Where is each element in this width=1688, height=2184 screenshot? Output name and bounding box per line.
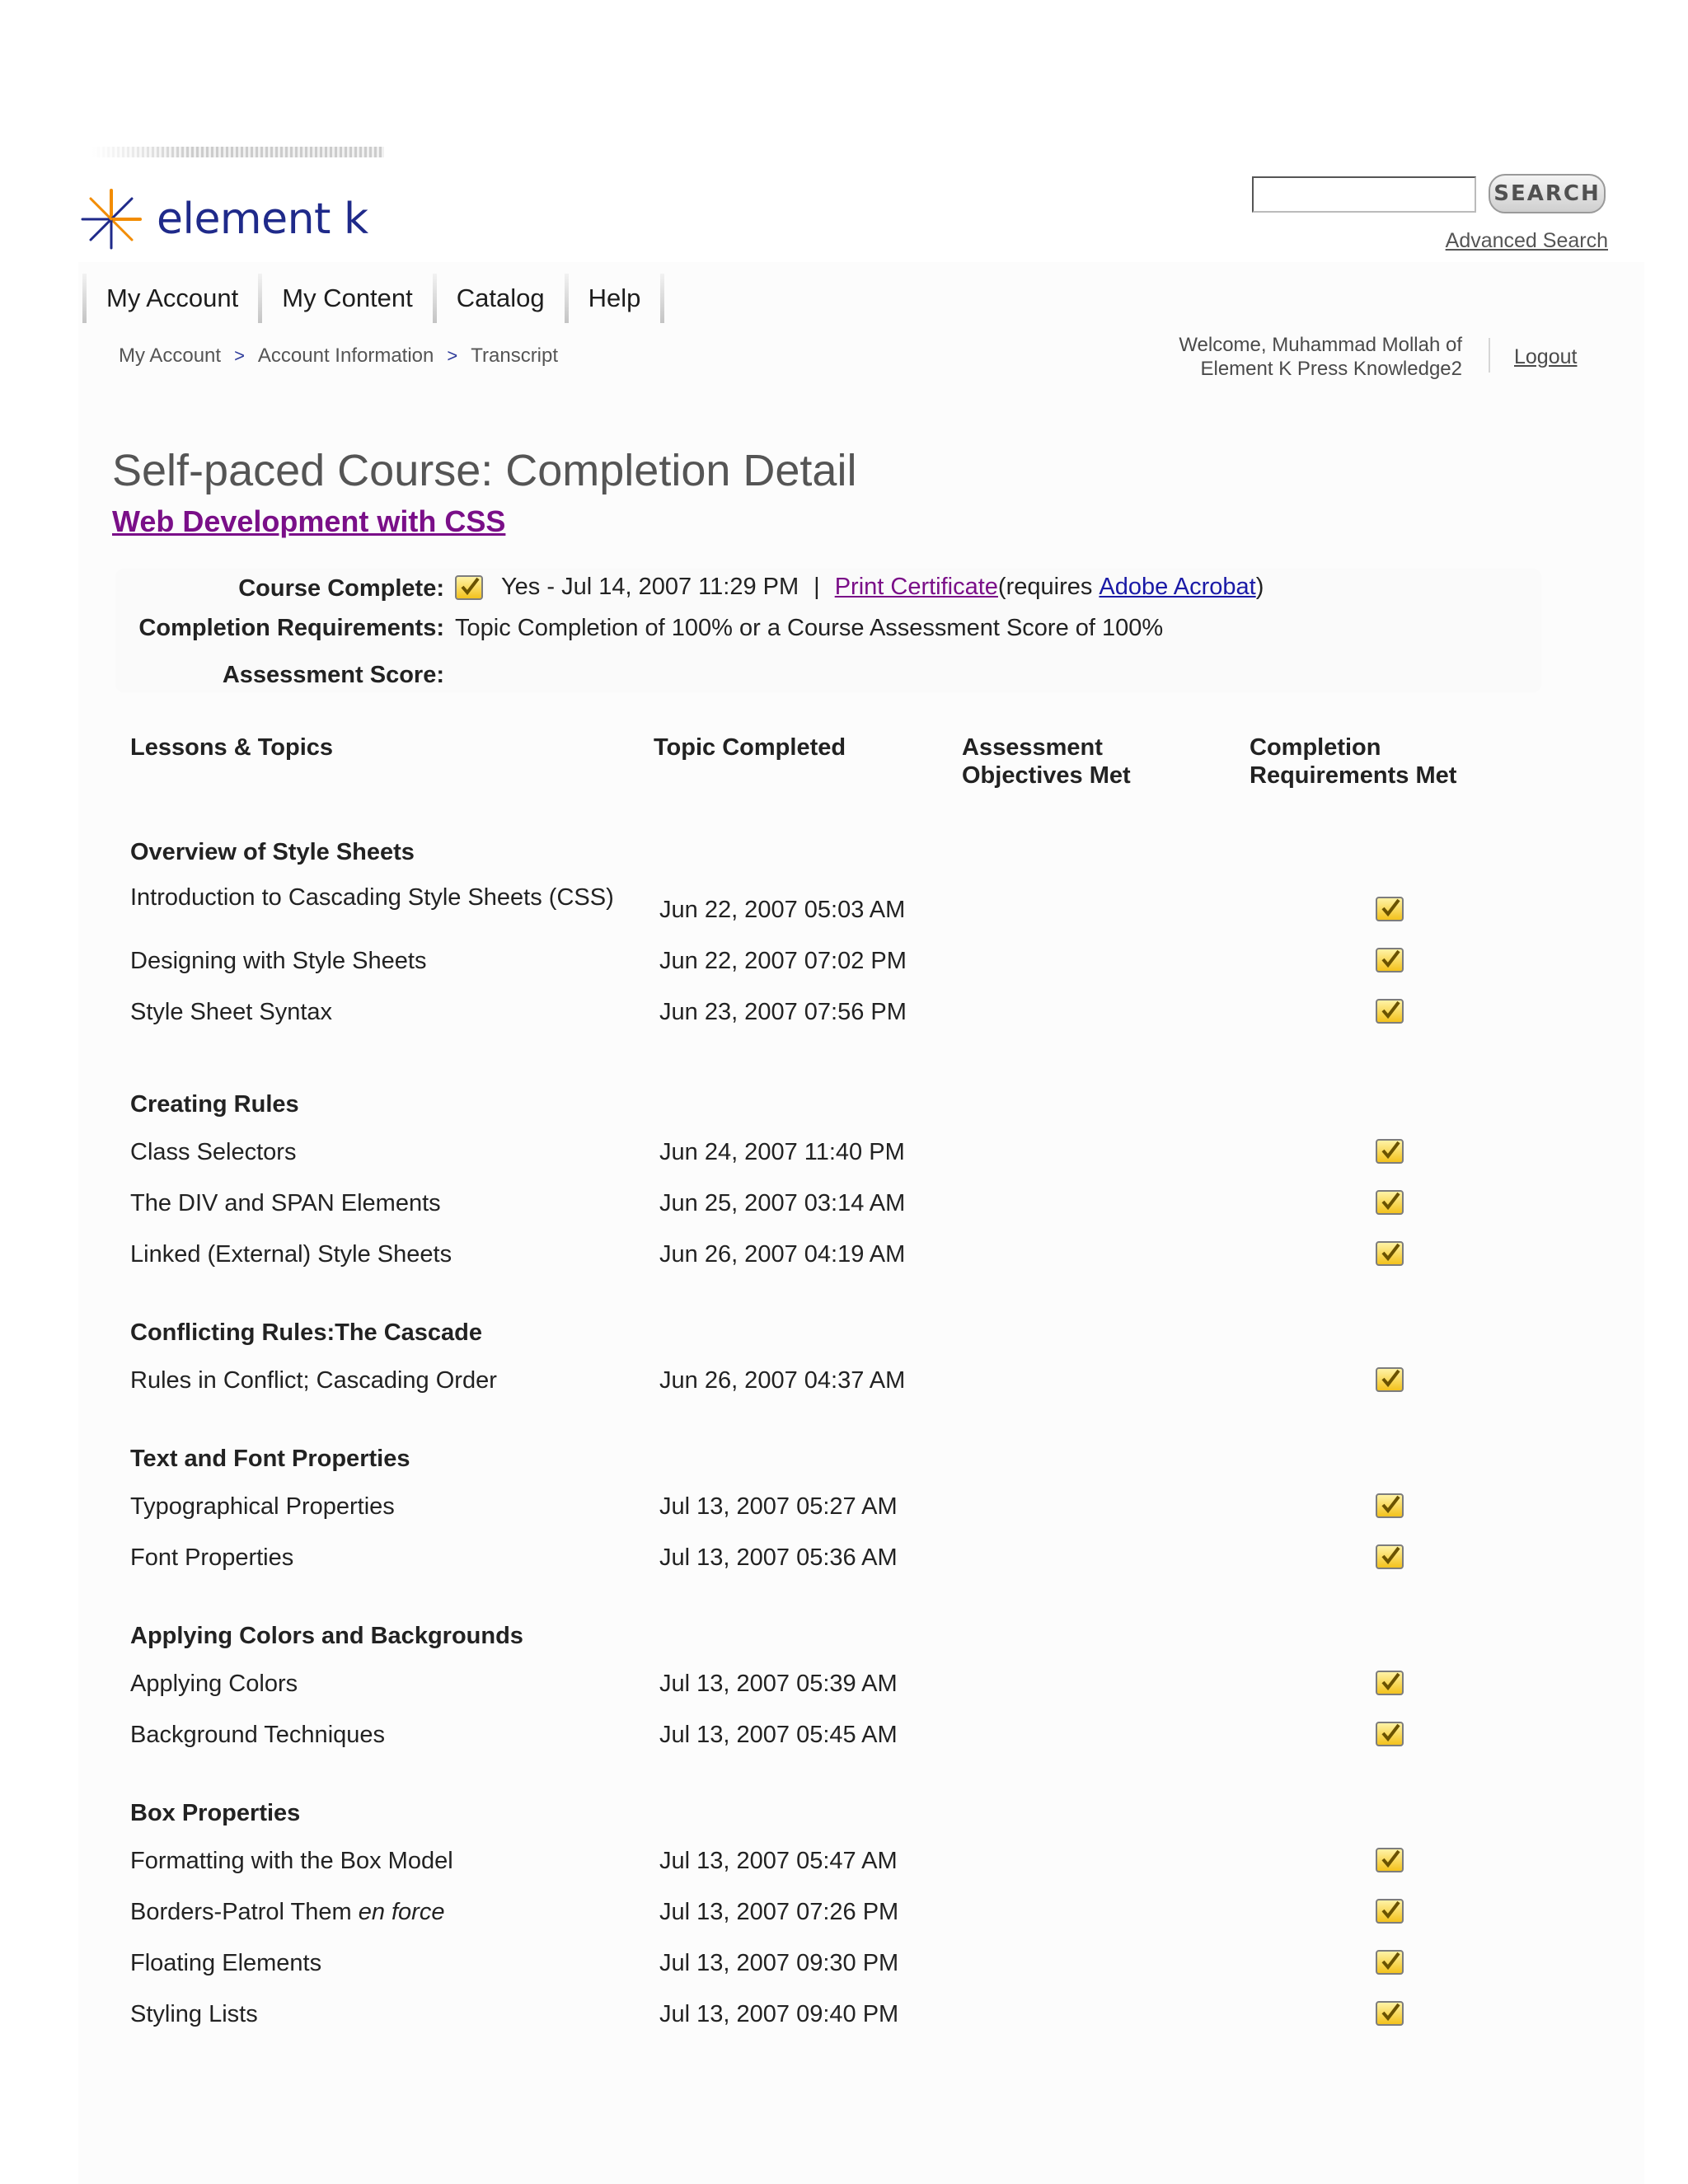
nav-separator	[660, 274, 664, 323]
breadcrumb-transcript: Transcript	[471, 344, 559, 367]
completion-requirements-label: Completion Requirements:	[138, 615, 444, 641]
topic-completed-date: Jul 13, 2007 07:26 PM	[659, 1899, 899, 1925]
checkbox-checked-icon	[1376, 1367, 1404, 1392]
topic-completed-date: Jun 25, 2007 03:14 AM	[659, 1190, 906, 1216]
nav-catalog[interactable]: Catalog	[456, 284, 545, 312]
topic-completed-date: Jul 13, 2007 05:47 AM	[659, 1848, 898, 1874]
requires-prefix: (requires	[997, 574, 1100, 600]
page-title: Self-paced Course: Completion Detail	[112, 446, 857, 495]
checkbox-checked-icon	[455, 575, 483, 600]
checkbox-checked-icon	[1376, 1544, 1404, 1569]
lesson-title: Creating Rules	[130, 1091, 299, 1118]
topic-name: The DIV and SPAN Elements	[130, 1190, 441, 1216]
table-row	[0, 884, 1688, 928]
chevron-right-icon: >	[447, 345, 458, 366]
topic-name: Class Selectors	[130, 1139, 297, 1165]
breadcrumb	[119, 344, 558, 368]
lesson-title: Conflicting Rules:The Cascade	[130, 1319, 483, 1346]
checkbox-checked-icon	[1376, 1950, 1404, 1975]
checkbox-checked-icon	[1376, 897, 1404, 921]
logout-link[interactable]: Logout	[1514, 345, 1578, 368]
topic-completed-date: Jul 13, 2007 05:45 AM	[659, 1722, 898, 1748]
header-stripe	[92, 147, 384, 157]
completion-requirements-value: Topic Completion of 100% or a Course Assessment Score of 100%	[455, 615, 1164, 641]
lesson-title: Overview of Style Sheets	[130, 839, 415, 865]
topic-completed-date: Jul 13, 2007 09:30 PM	[659, 1950, 899, 1976]
assessment-score-label: Assessment Score:	[222, 662, 444, 688]
course-name-link[interactable]: Web Development with CSS	[112, 504, 506, 538]
topic-name: Linked (External) Style Sheets	[130, 1241, 452, 1268]
topic-name-italic: en force	[358, 1899, 445, 1925]
topic-name: Introduction to Cascading Style Sheets (CSS)	[130, 884, 614, 911]
header-assessment-line-2: Objectives Met	[962, 762, 1131, 789]
table-row	[0, 948, 1688, 989]
adobe-acrobat-link[interactable]: Adobe Acrobat	[1099, 574, 1256, 600]
course-complete-value	[455, 574, 1264, 601]
nav-help[interactable]: Help	[588, 284, 641, 312]
advanced-search-link[interactable]: Advanced Search	[1445, 229, 1608, 252]
table-row	[0, 1950, 1688, 1991]
header-requirements-line-2: Requirements Met	[1250, 762, 1457, 789]
topic-name: Applying Colors	[130, 1671, 298, 1697]
summary-separator: |	[814, 574, 820, 600]
topic-completed-date: Jul 13, 2007 09:40 PM	[659, 2001, 899, 2027]
topic-completed-date: Jun 26, 2007 04:19 AM	[659, 1241, 906, 1268]
topic-completed-date: Jul 13, 2007 05:39 AM	[659, 1671, 898, 1697]
topic-completed-date: Jul 13, 2007 05:27 AM	[659, 1493, 898, 1520]
checkbox-checked-icon	[1376, 948, 1404, 972]
table-row	[0, 1241, 1688, 1282]
checkbox-checked-icon	[1376, 1139, 1404, 1164]
topic-name: Font Properties	[130, 1544, 294, 1571]
table-row	[0, 1544, 1688, 1586]
topic-name: Floating Elements	[130, 1950, 322, 1976]
checkbox-checked-icon	[1376, 1241, 1404, 1266]
search-button[interactable]: SEARCH	[1489, 174, 1606, 213]
checkbox-checked-icon	[1376, 1722, 1404, 1746]
starburst-icon	[81, 189, 142, 250]
divider	[1489, 338, 1490, 373]
course-complete-date: Yes - Jul 14, 2007 11:29 PM	[501, 574, 799, 600]
nav-my-content[interactable]: My Content	[282, 284, 413, 312]
breadcrumb-my-account[interactable]: My Account	[119, 344, 222, 367]
table-row	[0, 1848, 1688, 1889]
search-input[interactable]	[1252, 176, 1476, 213]
lesson-title: Text and Font Properties	[130, 1446, 410, 1472]
table-row	[0, 1190, 1688, 1231]
table-row	[0, 1671, 1688, 1712]
element-k-logo[interactable]	[81, 186, 368, 252]
header-requirements-line-1: Completion	[1250, 734, 1381, 761]
chevron-right-icon: >	[234, 345, 245, 366]
topic-completed-date: Jun 22, 2007 05:03 AM	[659, 897, 906, 923]
topic-name: Rules in Conflict; Cascading Order	[130, 1367, 497, 1394]
topic-name: Formatting with the Box Model	[130, 1848, 453, 1874]
header-completion-requirements	[1250, 733, 1456, 790]
checkbox-checked-icon	[1376, 2001, 1404, 2026]
print-certificate-link[interactable]: Print Certificate	[834, 574, 998, 600]
checkbox-checked-icon	[1376, 1848, 1404, 1872]
header-lessons-topics: Lessons & Topics	[130, 734, 334, 761]
nav-my-account[interactable]: My Account	[106, 284, 239, 312]
header-assessment-line-1: Assessment	[962, 734, 1103, 761]
requires-suffix: )	[1255, 574, 1264, 600]
table-row	[0, 1722, 1688, 1763]
topic-name: Style Sheet Syntax	[130, 999, 333, 1025]
topic-completed-date: Jun 24, 2007 11:40 PM	[659, 1139, 905, 1165]
table-row	[0, 1367, 1688, 1408]
topic-completed-date: Jun 23, 2007 07:56 PM	[659, 999, 907, 1025]
table-row	[0, 1139, 1688, 1180]
topic-completed-date: Jun 22, 2007 07:02 PM	[659, 948, 907, 974]
table-row	[0, 1493, 1688, 1535]
topic-name: Typographical Properties	[130, 1493, 395, 1520]
welcome-line-2: Element K Press Knowledge2	[1200, 358, 1462, 380]
breadcrumb-account-information[interactable]: Account Information	[257, 344, 434, 367]
welcome-message	[1179, 333, 1462, 381]
topic-name: Styling Lists	[130, 2001, 258, 2027]
header-topic-completed: Topic Completed	[654, 734, 846, 761]
topic-completed-date: Jun 26, 2007 04:37 AM	[659, 1367, 906, 1394]
logo-text: element k	[157, 194, 368, 244]
table-row	[0, 999, 1688, 1040]
checkbox-checked-icon	[1376, 999, 1404, 1024]
topic-completed-date: Jul 13, 2007 05:36 AM	[659, 1544, 898, 1571]
checkbox-checked-icon	[1376, 1493, 1404, 1518]
topic-name: Borders-Patrol Them en force	[130, 1899, 445, 1925]
table-row	[0, 1899, 1688, 1940]
table-row	[0, 2001, 1688, 2042]
main-nav	[82, 274, 664, 323]
topic-name: Designing with Style Sheets	[130, 948, 427, 974]
topic-name: Background Techniques	[130, 1722, 386, 1748]
checkbox-checked-icon	[1376, 1899, 1404, 1924]
welcome-line-1: Welcome, Muhammad Mollah of	[1179, 334, 1462, 356]
header-assessment-objectives	[962, 733, 1131, 790]
checkbox-checked-icon	[1376, 1671, 1404, 1695]
lesson-title: Applying Colors and Backgrounds	[130, 1623, 523, 1649]
course-complete-label: Course Complete:	[238, 575, 444, 602]
lesson-title: Box Properties	[130, 1800, 301, 1826]
checkbox-checked-icon	[1376, 1190, 1404, 1215]
